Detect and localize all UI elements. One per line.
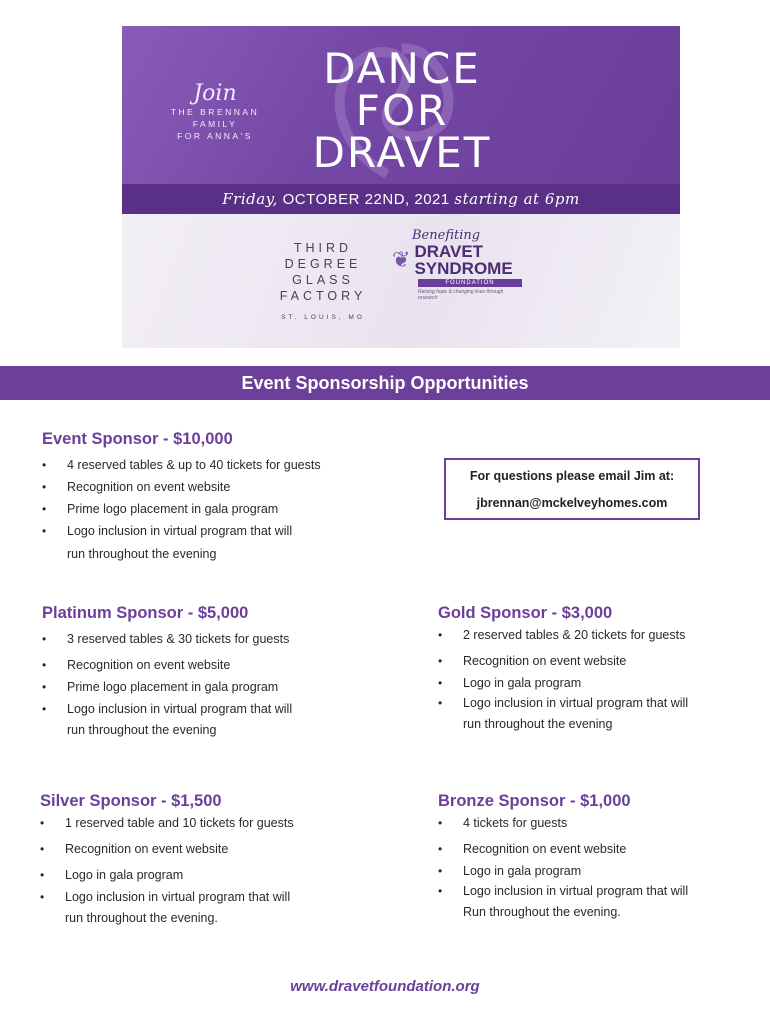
list-item [42, 699, 372, 741]
list-item-continuation: Run throughout the evening. [463, 905, 621, 919]
join-line3: FOR ANNA'S [177, 131, 253, 141]
benefit-list [42, 455, 372, 565]
list-item-continuation: run throughout the evening [67, 723, 217, 737]
join-line2: FAMILY [192, 119, 238, 129]
section-title: Event Sponsorship Opportunities [0, 366, 770, 400]
list-item-text: Logo inclusion in virtual program that will [463, 884, 689, 898]
dravet-logo [392, 243, 522, 277]
org-line1: DRAVET [414, 242, 484, 261]
beneficiary-logo [392, 228, 522, 301]
list-item-text: Logo inclusion in virtual program that will [67, 702, 293, 716]
list-item: • 3 reserved tables & 30 tickets for guests [42, 629, 372, 650]
silver-sponsor-card [40, 792, 370, 929]
list-item: • 1 reserved table and 10 tickets for guests [40, 813, 370, 834]
venue-line2: DEGREE [284, 257, 362, 271]
list-item-continuation: run throughout the evening. [65, 911, 218, 925]
list-item [438, 693, 738, 735]
event-sponsor-card [42, 430, 372, 565]
date-main: OCTOBER 22ND, 2021 [282, 191, 450, 208]
platinum-sponsor-card [42, 604, 372, 741]
title-line2: FOR [355, 86, 449, 135]
list-item: • Prime logo placement in gala program [42, 677, 372, 698]
tier-title: Event Sponsor - $10,000 [42, 430, 233, 448]
list-item-text: Logo inclusion in virtual program that will [67, 524, 293, 538]
benefiting-label: Benefiting [412, 228, 481, 243]
event-banner [122, 26, 680, 348]
venue-location: ST. LOUIS, MO [281, 314, 365, 321]
title-line1: DANCE [323, 44, 481, 93]
join-line1: THE BRENNAN [170, 107, 260, 117]
list-item: • Recognition on event website [42, 655, 372, 676]
contact-email[interactable]: jbrennan@mckelveyhomes.com [476, 496, 668, 510]
list-item: • Prime logo placement in gala program [42, 499, 372, 520]
list-item: • Logo in gala program [438, 673, 738, 694]
tier-title: Silver Sponsor - $1,500 [40, 792, 222, 810]
bronze-sponsor-card [438, 792, 738, 923]
event-date-band [122, 184, 680, 214]
list-item: • 4 tickets for guests [438, 813, 738, 834]
tier-title: Platinum Sponsor - $5,000 [42, 604, 249, 622]
join-script: Join [193, 81, 237, 106]
date-time: starting at 6pm [454, 190, 580, 208]
tier-title: Gold Sponsor - $3,000 [438, 604, 613, 622]
list-item: • Recognition on event website [438, 839, 738, 860]
list-item: • Logo in gala program [438, 861, 738, 882]
list-item-text: Logo inclusion in virtual program that will [65, 890, 291, 904]
org-tagline: Raising hope & changing lives through research [418, 289, 504, 301]
join-text [160, 82, 270, 142]
benefit-list [438, 625, 738, 735]
butterfly-icon: ❦ [392, 247, 411, 272]
benefit-list [42, 629, 372, 741]
venue-logo [268, 240, 378, 326]
contact-box [444, 458, 700, 520]
list-item [42, 521, 372, 565]
title-line3: DRAVET [312, 128, 492, 177]
list-item [40, 887, 370, 929]
venue-line4: FACTORY [279, 289, 367, 303]
list-item: • Recognition on event website [40, 839, 370, 860]
event-title [302, 44, 502, 177]
venue-line3: GLASS [292, 273, 354, 287]
org-line2: SYNDROME [414, 259, 513, 278]
banner-lower [122, 214, 680, 348]
venue-line1: THIRD [293, 241, 353, 255]
benefit-list [40, 813, 370, 929]
list-item: • Recognition on event website [438, 651, 738, 672]
list-item-text: Logo inclusion in virtual program that will [463, 696, 689, 710]
gold-sponsor-card [438, 604, 738, 735]
list-item-continuation: run throughout the evening [67, 547, 217, 561]
org-foundation: FOUNDATION [418, 279, 522, 287]
website-link[interactable]: www.dravetfoundation.org [290, 978, 480, 995]
list-item: • 4 reserved tables & up to 40 tickets for guests [42, 455, 372, 476]
benefit-list [438, 813, 738, 923]
list-item: • Recognition on event website [42, 477, 372, 498]
list-item: • Logo in gala program [40, 865, 370, 886]
tier-title: Bronze Sponsor - $1,000 [438, 792, 631, 810]
date-day: Friday, [222, 190, 278, 208]
list-item-continuation: run throughout the evening [463, 717, 613, 731]
contact-label: For questions please email Jim at: [469, 469, 675, 483]
list-item: • 2 reserved tables & 20 tickets for guests [438, 625, 738, 646]
list-item [438, 881, 738, 923]
